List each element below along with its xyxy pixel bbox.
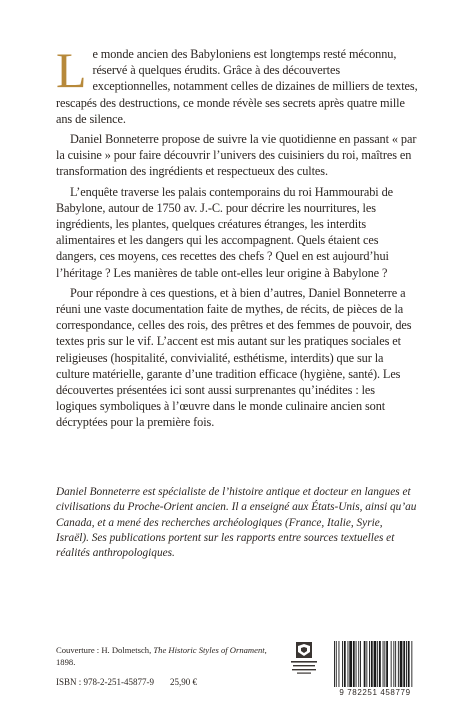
credit-work-title: The Historic Styles of Ornament: [153, 645, 265, 655]
barcode: [330, 641, 420, 687]
price: 25,90 €: [170, 677, 197, 687]
author-bio: Daniel Bonneterre est spécialiste de l’histoire antique et docteur en langues et civilisations du Proche-Orient ancien. Il a enseigné aux États-Unis, ainsi qu’au Canada, et a mené des recherches archéologiques (France, Italie, Syrie, Israël). Ses publications portent sur les rapports entre sources textuelles et réalités anthropologiques.: [56, 486, 417, 560]
isbn: ISBN : 978-2-251-45877-9: [56, 677, 154, 687]
paragraph-text: e monde ancien des Babyloniens est longtemps resté méconnu, réservé à quelques érudits. Grâce à des découvertes exceptionnelles, notamment celles de dizaines de milliers de textes, rescapés des destructions, ce monde révèle ses secrets après quatre mille ans de silence.: [56, 47, 418, 126]
blurb-paragraph-4: Pour répondre à ces questions, et à bien d’autres, Daniel Bonneterre a réuni une vaste documentation faite de mythes, de récits, de pièces de la correspondance, celles des rois, des prêtres et des femmes de pouvoir, des textes pris sur le vif. L’accent est mis autant sur les pratiques sociales et religieuses (hospitalité, convivialité, esthétisme, interdits) que sur la culture matérielle, garante d’une tradition efficace (hygiène, santé). Les découvertes présentées ici sont aussi surprenantes qu’inédites : les logiques symboliques à l’œuvre dans le monde culinaire ancien sont décryptées pour la première fois.: [56, 285, 412, 430]
credit-suffix: , 1898.: [56, 645, 267, 667]
blurb-paragraph-3: L’enquête traverse les palais contemporains du roi Hammourabi de Babylone, autour de 1750 av. J.-C. pour décrire les nourritures, les ingrédients, les plantes, quelques créatures étranges, les interdits alimentaires et les dangers qui les accompagnent. Quels étaient ces dangers, ces moyens, ces recettes des chefs ? Quel en est aujourd’hui l’héritage ? Les manières de table ont-elles leur origine à Babylone ?: [56, 184, 394, 280]
blurb-paragraph-1: [56, 42, 418, 127]
isbn-price-line: [56, 677, 197, 688]
drop-cap: L: [56, 42, 87, 98]
publisher-logo: [289, 641, 319, 675]
barcode-bars: [330, 641, 420, 687]
blurb-paragraph-2: Daniel Bonneterre propose de suivre la vie quotidienne en passant « par la cuisine » pour faire découvrir l’univers des cuisiniers du roi, maîtres en transformation des ingrédients et respectueux des cultes.: [56, 132, 417, 179]
credit-prefix: Couverture : H. Dolmetsch,: [56, 645, 154, 655]
barcode-number: 9 782251 458779: [339, 688, 411, 697]
blurb: [56, 42, 418, 435]
cover-credit: [56, 645, 276, 668]
